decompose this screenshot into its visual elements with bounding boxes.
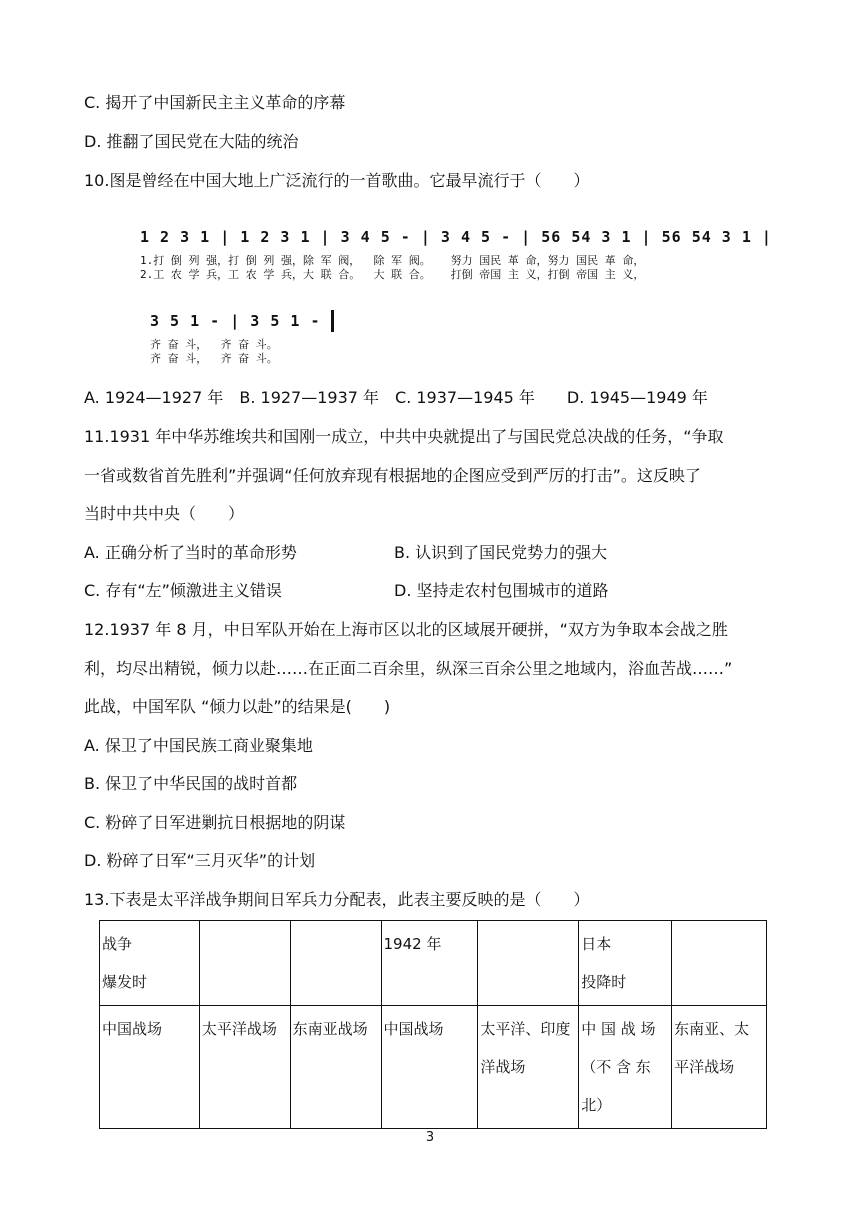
q11-line3: 当时中共中央（ ） [84, 504, 245, 523]
table-cell: 东南亚战场 [290, 1006, 381, 1129]
q12-line1: 12.1937 年 8 月，中日军队开始在上海市区以北的区域展开硬拼，“双方为争取本会战之胜 [84, 620, 728, 639]
song-score [140, 228, 772, 282]
table-cell [478, 921, 579, 1006]
q12-option-c: C. 粉碎了日军进剿抗日根据地的阴谋 [84, 813, 346, 832]
score-row1-lyric1: 1.打 倒 列 强，打 倒 列 强，除 军 阀， 除 军 阀。 努力 国民 革 命，努力 国民 革 命， [140, 254, 645, 267]
q11-option-c: C. 存有“左”倾激进主义错误 [84, 581, 282, 600]
table-cell: 中 国 战 场（不 含 东北） [579, 1006, 672, 1129]
table-cell: 日本 投降时 [579, 921, 672, 1006]
q12-option-d: D. 粉碎了日军“三月灭华”的计划 [84, 851, 316, 870]
q12-line2: 利，均尽出精锐，倾力以赴……在正面二百余里，纵深三百余公里之地域内，浴血苦战……” [84, 659, 733, 678]
table-cell [672, 921, 767, 1006]
score-row2-notes: 3 5 1 - | 3 5 1 - [150, 312, 321, 330]
q9-option-c: C. 揭开了中国新民主主义革命的序幕 [84, 93, 346, 112]
q9-option-d: D. 推翻了国民党在大陆的统治 [84, 132, 299, 151]
q12-line3: 此战，中国军队 “倾力以赴”的结果是( ) [84, 697, 391, 716]
q10-options: A. 1924—1927 年 B. 1927—1937 年 C. 1937—1945 年 D. 1945—1949 年 [84, 388, 708, 407]
score-row2-lyric2: 齐 奋 斗， 齐 奋 斗。 [150, 352, 278, 365]
q13-stem: 13.下表是太平洋战争期间日军兵力分配表，此表主要反映的是（ ） [84, 890, 590, 909]
table-row [100, 1006, 767, 1129]
table-cell: 1942 年 [381, 921, 478, 1006]
troop-distribution-table [99, 920, 767, 1129]
q11-option-d: D. 坚持走农村包围城市的道路 [394, 581, 609, 600]
table-cell: 中国战场 [381, 1006, 478, 1129]
q11-line1: 11.1931 年中华苏维埃共和国刚一成立，中共中央就提出了与国民党总决战的任务，“争取 [84, 427, 724, 446]
page-number: 3 [425, 1130, 435, 1145]
q11-option-b: B. 认识到了国民党势力的强大 [394, 543, 608, 562]
final-barline [331, 310, 334, 332]
score-row1-lyric2: 2.工 农 学 兵，工 农 学 兵，大 联 合。 大 联 合。 打倒 帝国 主 义，打倒 帝国 主 义， [140, 268, 645, 281]
table-cell [290, 921, 381, 1006]
table-cell [199, 921, 290, 1006]
q12-option-a: A. 保卫了中国民族工商业聚集地 [84, 736, 313, 755]
q10-stem: 10.图是曾经在中国大地上广泛流行的一首歌曲。它最早流行于（ ） [84, 171, 590, 190]
q11-option-a: A. 正确分析了当时的革命形势 [84, 543, 297, 562]
table-cell: 战争 爆发时 [100, 921, 200, 1006]
score-row1-notes: 1 2 3 1 | 1 2 3 1 | 3 4 5 - | 3 4 5 - | 56 54 3 1 | 56 54 3 1 | [140, 228, 772, 246]
song-score-row2 [150, 310, 334, 366]
score-row2-lyric1: 齐 奋 斗， 齐 奋 斗。 [150, 338, 278, 351]
table-header-row [100, 921, 767, 1006]
table-cell: 太平洋、印度洋战场 [478, 1006, 579, 1129]
q12-option-b: B. 保卫了中华民国的战时首都 [84, 774, 298, 793]
table-cell: 东南亚、太平洋战场 [672, 1006, 767, 1129]
table-cell: 太平洋战场 [199, 1006, 290, 1129]
table-cell: 中国战场 [100, 1006, 200, 1129]
q11-line2: 一省或数省首先胜利”并强调“任何放弃现有根据地的企图应受到严厉的打击”。这反映了 [84, 466, 701, 485]
